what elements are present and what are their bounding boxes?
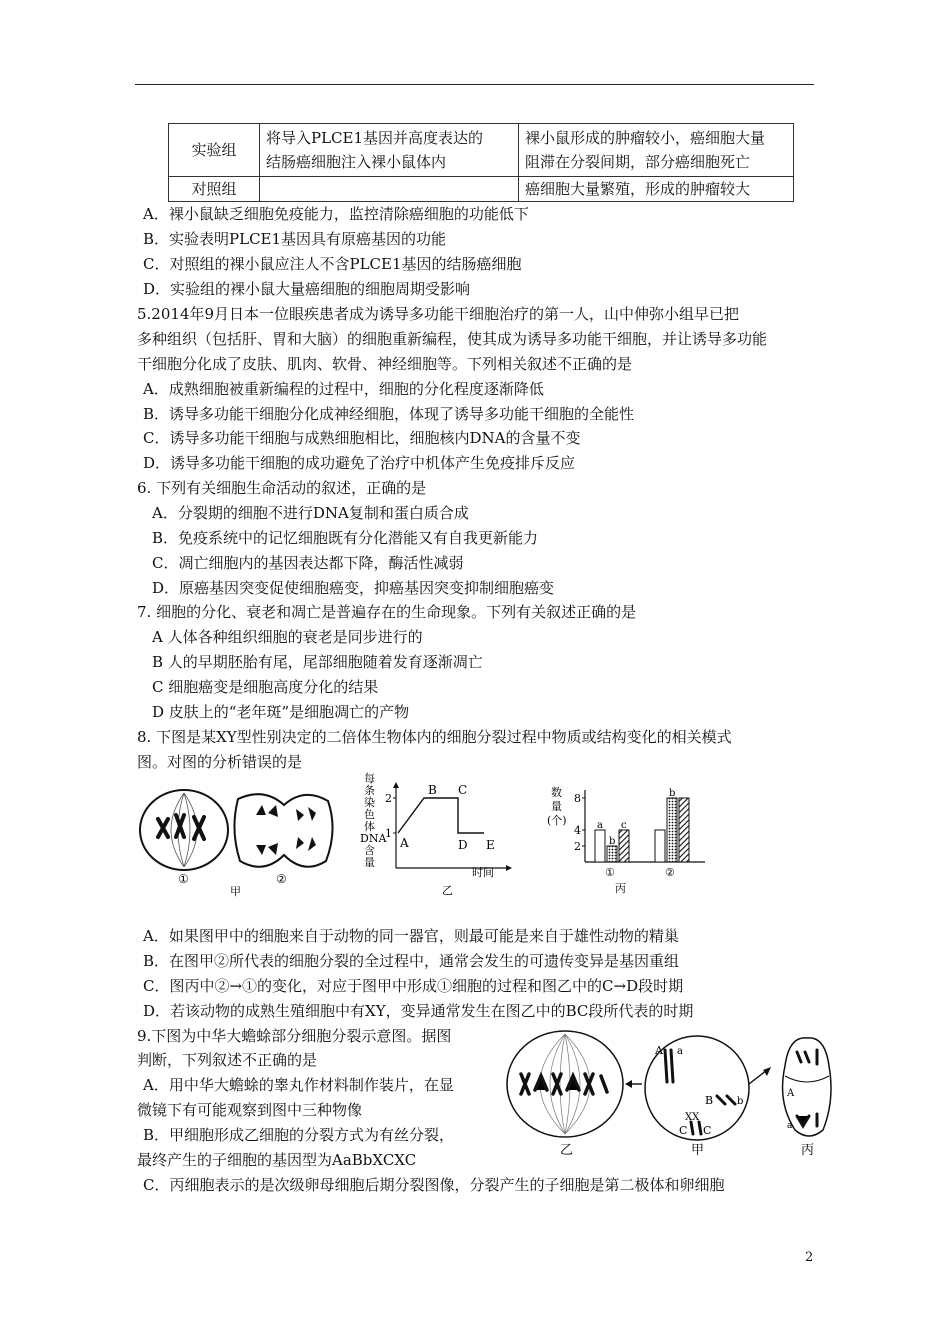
option-c: C．诱导多功能干细胞与成熟细胞相比，细胞核内DNA的含量不变	[143, 429, 581, 447]
y-axis-label	[547, 785, 567, 827]
y-axis-label	[360, 772, 387, 869]
option-d: D．原癌基因突变促使细胞癌变，抑癌基因突变抑制细胞癌变	[152, 579, 555, 597]
bar-a-1	[655, 830, 665, 862]
point-label-C: C	[458, 783, 468, 797]
option-a: A．用中华大蟾蜍的睾丸作材料制作装片，在显	[143, 1076, 454, 1094]
figure-jia	[138, 785, 338, 897]
cell-label-2: ②	[276, 872, 287, 886]
tick-label: 8	[574, 792, 581, 805]
spindle	[171, 793, 197, 867]
option-a: A．如果图甲中的细胞来自于动物的同一器官，则最可能是来自于雄性动物的精巢	[143, 927, 679, 945]
y-label-char: 含	[364, 844, 375, 857]
option-b: B 人的早期胚胎有尾，尾部细胞随着发育逐渐凋亡	[152, 653, 483, 671]
arrow-right	[749, 1070, 767, 1084]
y-ticks	[574, 792, 585, 853]
y-label-char: (个)	[547, 814, 567, 827]
question-stem: 8. 下图是某XY型性别决定的二倍体生物体内的细胞分裂过程中物质或结构变化的相关模式	[137, 728, 732, 746]
chromosomes	[521, 1074, 607, 1094]
cell-line: 结肠癌细胞注入裸小鼠体内	[266, 153, 447, 171]
figure-q9	[505, 1030, 835, 1160]
cell-line: 阻滞在分裂间期，部分癌细胞死亡	[525, 153, 751, 171]
arrow-head	[763, 1067, 771, 1076]
option-a: A．分裂期的细胞不进行DNA复制和蛋白质合成	[152, 504, 469, 522]
option-d: D 皮肤上的“老年斑”是细胞凋亡的产物	[152, 703, 410, 721]
figure-label: 乙	[442, 884, 453, 897]
tick-label: 4	[574, 824, 581, 837]
question-stem: 6. 下列有关细胞生命活动的叙述，正确的是	[137, 479, 427, 497]
option-b: B．免疫系统中的记忆细胞既有分化潜能又有自我更新能力	[152, 529, 539, 547]
question-stem: 图。对图的分析错误的是	[137, 753, 303, 771]
bar-b-0	[607, 846, 617, 862]
gene-label: XX	[685, 1112, 700, 1123]
question-stem: 7. 细胞的分化、衰老和凋亡是普遍存在的生命现象。下列有关叙述正确的是	[137, 603, 637, 621]
y-arrow	[393, 782, 399, 788]
cell-label-jia: 甲	[691, 1143, 705, 1158]
page-number: 2	[805, 1250, 814, 1265]
cell-membrane	[140, 790, 228, 870]
figure-label: 甲	[230, 885, 241, 897]
option-d: D．若该动物的成熟生殖细胞中有XY，变异通常发生在图乙中的BC段所代表的时期	[143, 1002, 694, 1020]
y-label-char: 体	[364, 820, 375, 833]
option-c: C．丙细胞表示的是次级卵母细胞后期分裂图像，分裂产生的子细胞是第二极体和卵细胞	[143, 1176, 725, 1194]
header-rule	[135, 84, 814, 85]
option-b: B．甲细胞形成乙细胞的分裂方式为有丝分裂，	[143, 1126, 455, 1144]
gene-label: C	[679, 1124, 688, 1137]
option-d: D．实验组的裸小鼠大量癌细胞的细胞周期受影响	[143, 280, 471, 298]
table-cell: 癌细胞大量繁殖，形成的肿瘤较大	[519, 177, 794, 202]
table-cell	[260, 177, 519, 202]
category-labels	[605, 866, 675, 879]
point-label-B: B	[428, 783, 437, 797]
cell-label-yi: 乙	[560, 1143, 574, 1158]
option-c: C．图丙中②→①的变化，对应于图甲中形成①细胞的过程和图乙中的C→D段时期	[143, 977, 684, 995]
gene-label: a	[677, 1046, 683, 1057]
tick-label: 2	[574, 840, 581, 853]
table-cell: 实验组	[169, 124, 260, 177]
y-ticks	[385, 792, 396, 840]
y-label-char: 染	[364, 796, 375, 809]
x-axis-label: 时间	[472, 866, 494, 879]
furrow	[785, 1076, 829, 1082]
table-cell	[519, 124, 794, 177]
bar-label: b	[609, 836, 616, 847]
bars	[595, 788, 689, 862]
chromosomes	[665, 1050, 735, 1134]
figure-yi	[360, 772, 520, 902]
option-b: B．实验表明PLCE1基因具有原癌基因的功能	[143, 230, 447, 248]
tick-label: 1	[385, 827, 392, 840]
bar-a-0	[595, 830, 605, 862]
dividing-cell	[234, 794, 332, 867]
gene-label: a	[787, 1121, 793, 1131]
spindle	[540, 1034, 590, 1134]
bar-c-0	[619, 830, 629, 862]
table-row	[169, 124, 794, 177]
y-label-char: 量	[364, 856, 375, 869]
y-label-char: 数	[551, 786, 562, 799]
gene-label: B	[705, 1094, 714, 1107]
chromosomes	[797, 1050, 817, 1126]
option-c: C．凋亡细胞内的基因表达都下降，酶活性减弱	[152, 554, 464, 572]
chromosomes	[256, 805, 316, 855]
bar-label: b	[669, 788, 676, 799]
category-label: ①	[605, 866, 615, 879]
bar-label: a	[597, 820, 603, 831]
table-cell: 对照组	[169, 177, 260, 202]
point-label-D: D	[458, 838, 468, 852]
point-labels	[399, 783, 495, 852]
option-d: D．诱导多功能干细胞的成功避免了治疗中机体产生免疫排斥反应	[143, 454, 576, 472]
table-row	[169, 177, 794, 202]
option-a-cont: 微镜下有可能观察到图中三种物像	[137, 1101, 363, 1119]
gene-label: A	[787, 1088, 795, 1099]
cell-line: 将导入PLCE1基因并高度表达的	[266, 129, 484, 147]
option-c: C 细胞癌变是细胞高度分化的结果	[152, 678, 379, 696]
y-label-char: 色	[364, 808, 375, 821]
cell-line: 裸小鼠形成的肿瘤较小，癌细胞大量	[525, 129, 766, 147]
experiment-table	[168, 123, 794, 202]
y-label-char: 量	[551, 800, 562, 813]
question-stem: 9.下图为中华大蟾蜍部分细胞分裂示意图。据图	[137, 1027, 452, 1045]
option-b: B．在图甲②所代表的细胞分裂的全过程中，通常会发生的可遗传变异是基因重组	[143, 952, 680, 970]
figure-bing	[545, 782, 715, 897]
point-label-A: A	[400, 836, 409, 850]
table-cell	[260, 124, 519, 177]
bar-b-1	[667, 798, 677, 862]
option-b-cont: 最终产生的子细胞的基因型为AaBbXCXC	[137, 1151, 417, 1169]
x-arrow	[506, 865, 512, 871]
cell-label-1: ①	[178, 872, 189, 886]
category-label: ②	[665, 866, 675, 879]
bar-label: c	[621, 820, 627, 831]
cell-label-bing: 丙	[801, 1143, 815, 1158]
arrow-head	[625, 1080, 632, 1088]
option-c: C．对照组的裸小鼠应注人不含PLCE1基因的结肠癌细胞	[143, 255, 522, 273]
question-stem: 干细胞分化成了皮肤、肌肉、软骨、神经细胞等。下列相关叙述不正确的是	[137, 355, 633, 373]
y-label-char: 每	[364, 772, 375, 785]
y-label-char: DNA	[360, 832, 387, 845]
option-b: B．诱导多功能干细胞分化成神经细胞，体现了诱导多功能干细胞的全能性	[143, 405, 635, 423]
gene-label: C	[703, 1124, 712, 1137]
gene-label: b	[737, 1096, 744, 1107]
figure-label: 丙	[615, 882, 626, 895]
data-line	[398, 798, 484, 833]
point-label-E: E	[486, 838, 495, 852]
question-stem: 判断，下列叙述不正确的是	[137, 1051, 318, 1069]
gene-label: A	[655, 1044, 663, 1057]
y-label-char: 条	[364, 784, 375, 797]
option-a: A．裸小鼠缺乏细胞免疫能力，监控清除癌细胞的功能低下	[143, 205, 529, 223]
question-stem: 5.2014年9月日本一位眼疾患者成为诱导多功能干细胞治疗的第一人，山中伸弥小组早已把	[137, 305, 740, 323]
option-a: A 人体各种组织细胞的衰老是同步进行的	[152, 628, 423, 646]
question-stem: 多种组织（包括肝、胃和大脑）的细胞重新编程，使其成为诱导多功能干细胞，并让诱导多功能	[137, 330, 768, 348]
option-a: A．成熟细胞被重新编程的过程中，细胞的分化程度逐渐降低	[143, 380, 544, 398]
tick-label: 2	[385, 792, 392, 805]
chromosomes	[158, 815, 204, 839]
bar-c-1	[679, 798, 689, 862]
